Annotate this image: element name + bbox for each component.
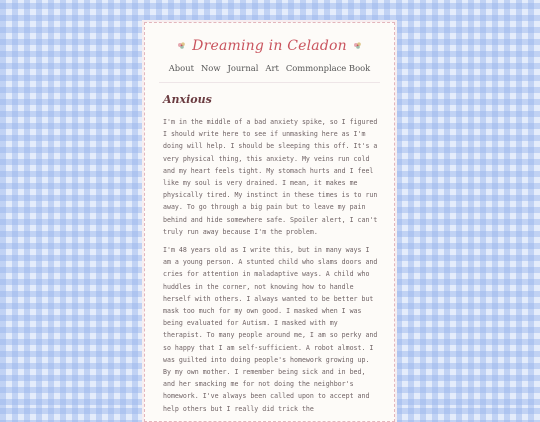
flower-icon bbox=[351, 41, 363, 51]
post-paragraph: I'm in the middle of a bad anxiety spike, so I figured I should write here to see if unmasking here as I'm doing will help. I should be sleeping this off. It's a very physical thing, this anxiety. My veins run cold and my heart feels tight. My stomach hurts and I feel like my soul is very drained. I mean, it makes me physically tired. My instinct in these times is to run away. To go through a big pain but to leave my pain behind and hide somewhere safe. Spoiler alert, I can't truly run away because I'm the problem. bbox=[163, 118, 378, 236]
nav-item-commonplace-book[interactable]: Commonplace Book bbox=[285, 63, 371, 73]
nav-item-art[interactable]: Art bbox=[265, 63, 279, 73]
post-body bbox=[163, 116, 380, 415]
header-divider bbox=[159, 82, 380, 83]
nav-item-journal[interactable]: Journal bbox=[227, 63, 259, 73]
site-title[interactable]: Dreaming in Celadon bbox=[192, 38, 347, 54]
nav-item-now[interactable]: Now bbox=[200, 63, 221, 73]
main-nav bbox=[145, 63, 394, 73]
flower-icon bbox=[176, 41, 188, 51]
nav-item-about[interactable]: About bbox=[168, 63, 194, 73]
post-title: Anxious bbox=[163, 93, 212, 106]
blog-page-card bbox=[144, 22, 395, 422]
post-paragraph: I'm 48 years old as I write this, but in many ways I am a young person. A stunted child who slams doors and cries for attention in maladaptive ways. A child who huddles in the corner, not knowing how to handle herself with others. I always wanted to be better but mask too much for my own good. I masked when I was being evaluated for Autism. I masked with my therapist. To many people around me, I am so perky and so happy that I am self-sufficient. A robot almost. I was guilted into doing people's homework growing up. By my own mother. I remember being sick and in bed, and her smacking me for not doing the neighbor's homework. I've always been called upon to accept and help others but I really did trick the bbox=[163, 246, 378, 413]
site-header bbox=[145, 35, 394, 57]
